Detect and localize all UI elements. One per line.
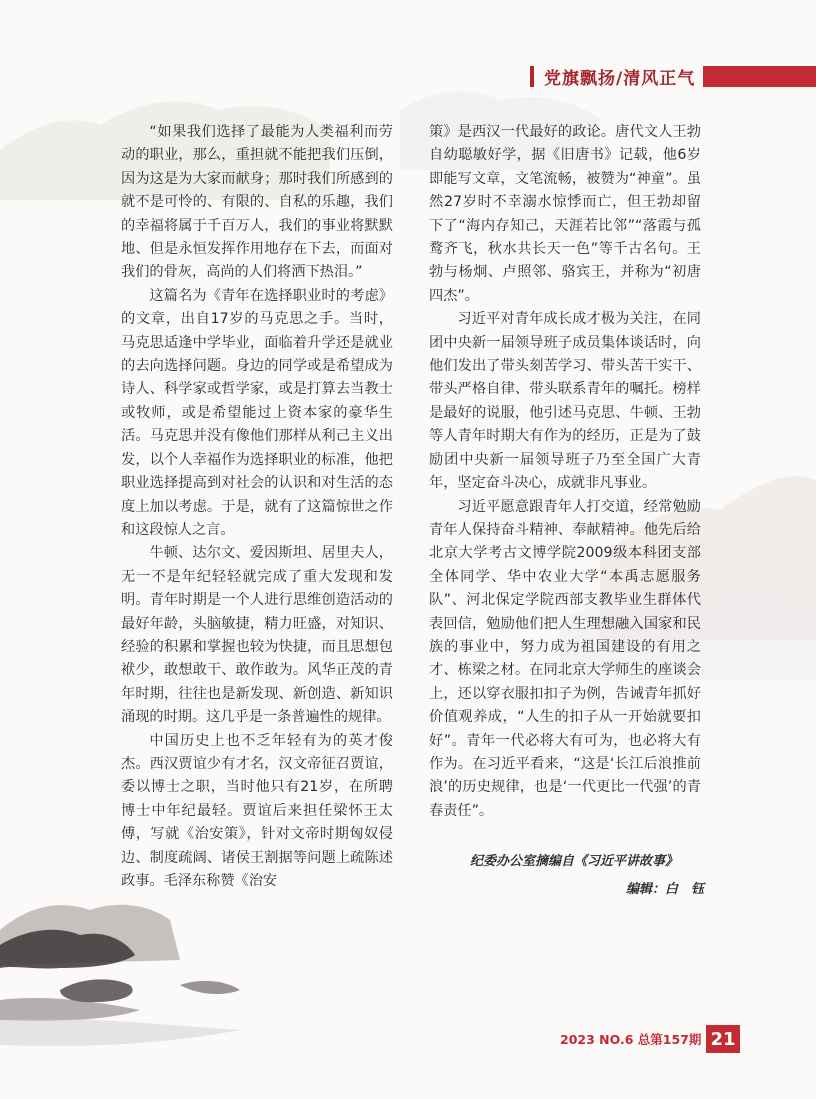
ink-mist [0,1019,240,1046]
right-column [429,121,701,823]
left-paragraph-3: 牛顿、达尔文、爱因斯坦、居里夫人，无一不是年纪轻轻就完成了重大发现和发明。青年时期是一个人进行思维创造活动的最好年龄，头脑敏捷，精力旺盛，对知识、经验的积累和掌握也较为快捷，而且思想包袱少，敢想敢干、敢作敢为。风华正茂的青年时期，往往也是新发现、新创造、新知识涌现的时期。这几乎是一条普遍性的规律。 [121,545,393,726]
page-number: 21 [706,1025,740,1053]
left-paragraph-1: “如果我们选择了最能为人类福利而劳动的职业，那么，重担就不能把我们压倒，因为这是为大家而献身；那时我们所感到的就不是可怜的、有限的、自私的乐趣，我们的幸福将属于千百万人，我们的事业将默默地、但是永恒发挥作用地存在下去，而面对我们的骨灰，高尚的人们将洒下热泪。” [121,124,393,281]
right-paragraph-1: 策》是西汉一代最好的政论。唐代文人王勃自幼聪敏好学，据《旧唐书》记载，他6岁即能写文章，文笔流畅，被赞为“神童”。虽然27岁时不幸溺水惊悸而亡，但王勃却留下了“海内存知己，天涯若比邻”“落霞与孤鹜齐飞，秋水共长天一色”等千古名句。王勃与杨炯、卢照邻、骆宾王，并称为“初唐四杰”。 [429,124,701,304]
editor-credit: 编辑：白 钰 [626,882,705,897]
left-column [121,121,393,893]
source-credit: 纪委办公室摘编自《习近平讲故事》 [470,854,679,869]
header-red-bar [703,66,816,87]
left-paragraph-4: 中国历史上也不乏年轻有为的英才俊杰。西汉贾谊少有才名，汉文帝征召贾谊，委以博士之职，当时他只有21岁，在所聘博士中年纪最轻。贾谊后来担任梁怀王太傅，写就《治安策》，针对文帝时期匈奴侵边、制度疏阔、诸侯王割据等问题上疏陈述政事。毛泽东称赞《治安 [121,732,393,889]
issue-info: 2023 NO.6 总第157期 [560,1032,702,1047]
right-paragraph-2: 习近平对青年成长成才极为关注，在同团中央新一届领导班子成员集体谈话时，向他们发出了带头刻苦学习、带头苦干实干、带头严格自律、带头联系青年的嘱托。榜样是最好的说服，他引述马克思、牛顿、王勃等人青年时期大有作为的经历，正是为了鼓励团中央新一届领导班子乃至全国广大青年，坚定奋斗决心，成就非凡事业。 [429,311,701,492]
ink-shore [0,998,140,1021]
header-tick-mark [530,66,534,87]
left-paragraph-2: 这篇名为《青年在选择职业时的考虑》的文章，出自17岁的马克思之手。当时，马克思适逢中学毕业，面临着升学还是就业的去向选择问题。身边的同学或是希望成为诗人、科学家或哲学家，或是打算去当教士或牧师，或是希望能过上资本家的豪华生活。马克思并没有像他们那样从利己主义出发，以个人幸福作为选择职业的标准，他把职业选择提高到对社会的认识和对生活的态度上加以考虑。于是，就有了这篇惊世之作和这段惊人之言。 [121,287,393,538]
ink-hill-lower-right [180,981,240,994]
ink-rock-small [60,979,133,1002]
section-title: 党旗飘扬/清风正气 [544,69,696,89]
right-paragraph-3: 习近平愿意跟青年人打交道，经常勉励青年人保持奋斗精神、奉献精神。他先后给北京大学考古文博学院2009级本科团支部全体同学、华中农业大学“本禹志愿服务队”、河北保定学院西部支教毕业生群体代表回信，勉励他们把人生理想融入国家和民族的事业中，努力成为祖国建设的有用之才、栋梁之材。在同北京大学师生的座谈会上，还以穿衣服扣扣子为例，告诫青年抓好价值观养成，“人生的扣子从一开始就要扣好”。青年一代必将大有可为，也必将大有作为。在习近平看来，“这是‘长江后浪推前浪’的历史规律，也是‘一代更比一代强’的青春责任”。 [429,498,701,819]
section-header [530,66,816,87]
